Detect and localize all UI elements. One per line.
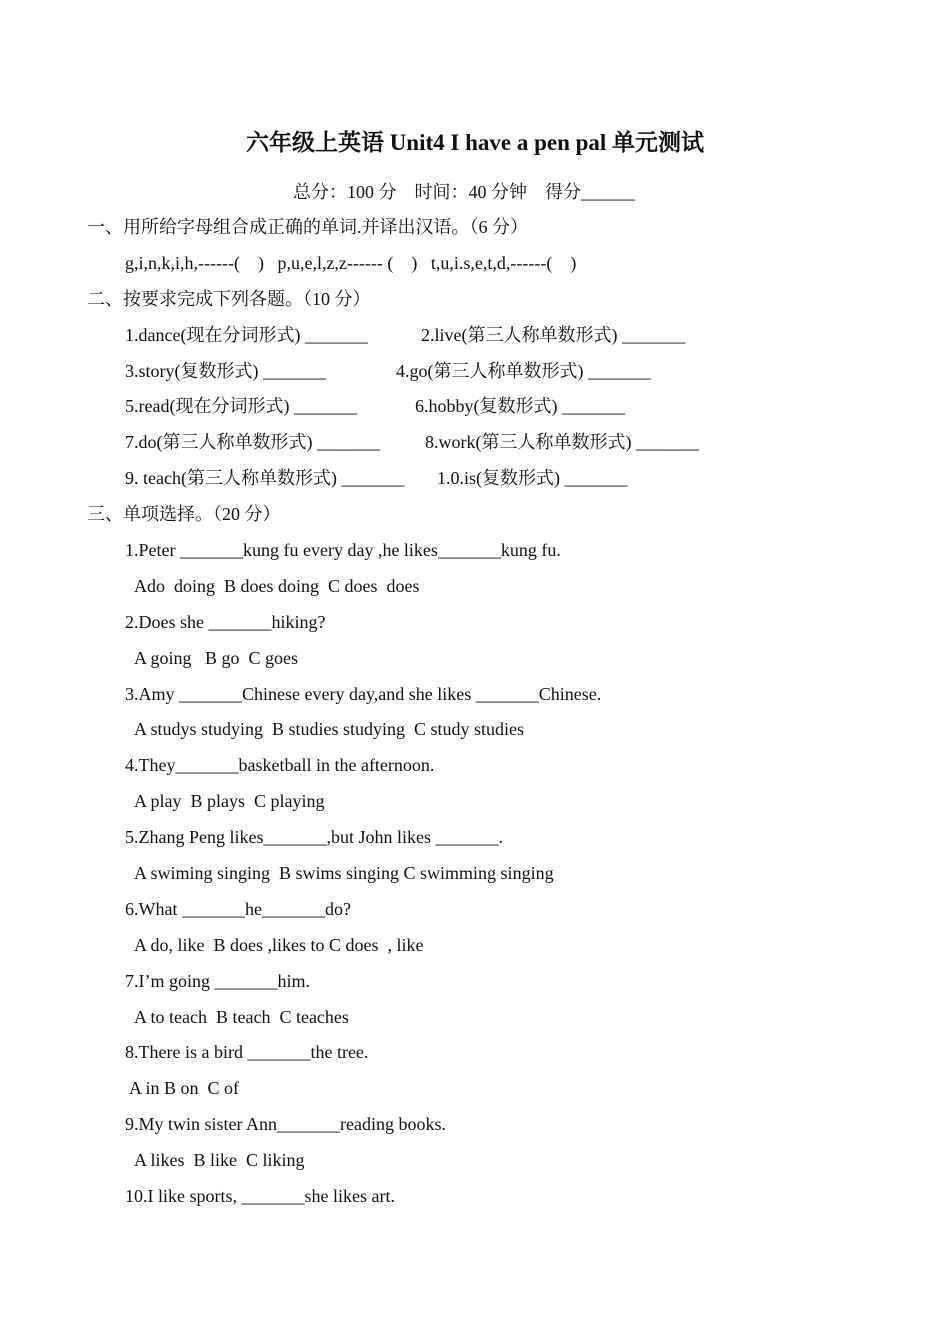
section-2-heading: 二、按要求完成下列各题。（10 分） xyxy=(87,288,371,309)
question: 1.Peter _______kung fu every day ,he likes_______kung fu. xyxy=(125,540,561,561)
options: Ado doing B does doing C does does xyxy=(134,575,420,596)
question: 6.What _______he_______do? xyxy=(125,898,351,919)
item: 4.go(第三人称单数形式) _______ xyxy=(396,360,651,381)
section-1-line: g,i,n,k,i,h,------( ) p,u,e,l,z,z------ ( ) t,u,i.s,e,t,d,------( ) xyxy=(125,252,577,273)
options: A studys studying B studies studying C study studies xyxy=(134,719,525,740)
question: 5.Zhang Peng likes_______,but John likes _______. xyxy=(125,827,503,848)
section-1-heading: 一、用所给字母组合成正确的单词.并译出汉语。（6 分） xyxy=(87,217,528,237)
question: 4.They_______basketball in the afternoon. xyxy=(125,755,435,776)
item: 2.live(第三人称单数形式) _______ xyxy=(421,324,685,345)
item: 9. teach(第三人称单数形式) _______ xyxy=(125,468,405,489)
list-item xyxy=(0,461,950,497)
list-item xyxy=(0,318,950,354)
question: 3.Amy _______Chinese every day,and she likes _______Chinese. xyxy=(125,683,602,704)
item: 5.read(现在分词形式) _______ xyxy=(125,396,357,417)
item: 1.dance(现在分词形式) _______ xyxy=(125,324,368,345)
question: 9.My twin sister Ann_______reading books. xyxy=(125,1114,446,1135)
section-3-heading: 三、单项选择。（20 分） xyxy=(87,504,281,525)
list-item xyxy=(0,389,950,425)
list-item xyxy=(0,354,950,390)
question: 7.I’m going _______him. xyxy=(125,970,310,991)
options: A to teach B teach C teaches xyxy=(134,1006,349,1027)
item: 6.hobby(复数形式) _______ xyxy=(415,396,625,417)
item: 1.0.is(复数形式) _______ xyxy=(437,468,628,489)
options: A likes B like C liking xyxy=(134,1150,305,1171)
options: A in B on C of xyxy=(129,1078,240,1099)
options: A swiming singing B swims singing C swimming singing xyxy=(134,863,554,884)
question: 8.There is a bird _______the tree. xyxy=(125,1042,369,1063)
question: 10.I like sports, _______she likes art. xyxy=(125,1186,395,1207)
score-info: 总分：100 分 时间：40 分钟 得分______ xyxy=(293,182,635,202)
question: 2.Does she _______hiking? xyxy=(125,611,326,632)
page-title: 六年级上英语 Unit4 I have a pen pal 单元测试 xyxy=(245,130,705,155)
options: A going B go C goes xyxy=(134,647,299,668)
options: A play B plays C playing xyxy=(134,791,325,812)
item: 8.work(第三人称单数形式) _______ xyxy=(425,432,699,453)
item: 3.story(复数形式) _______ xyxy=(125,360,326,381)
item: 7.do(第三人称单数形式) _______ xyxy=(125,432,380,453)
list-item xyxy=(0,425,950,461)
options: A do, like B does ,likes to C does , like xyxy=(134,934,424,955)
